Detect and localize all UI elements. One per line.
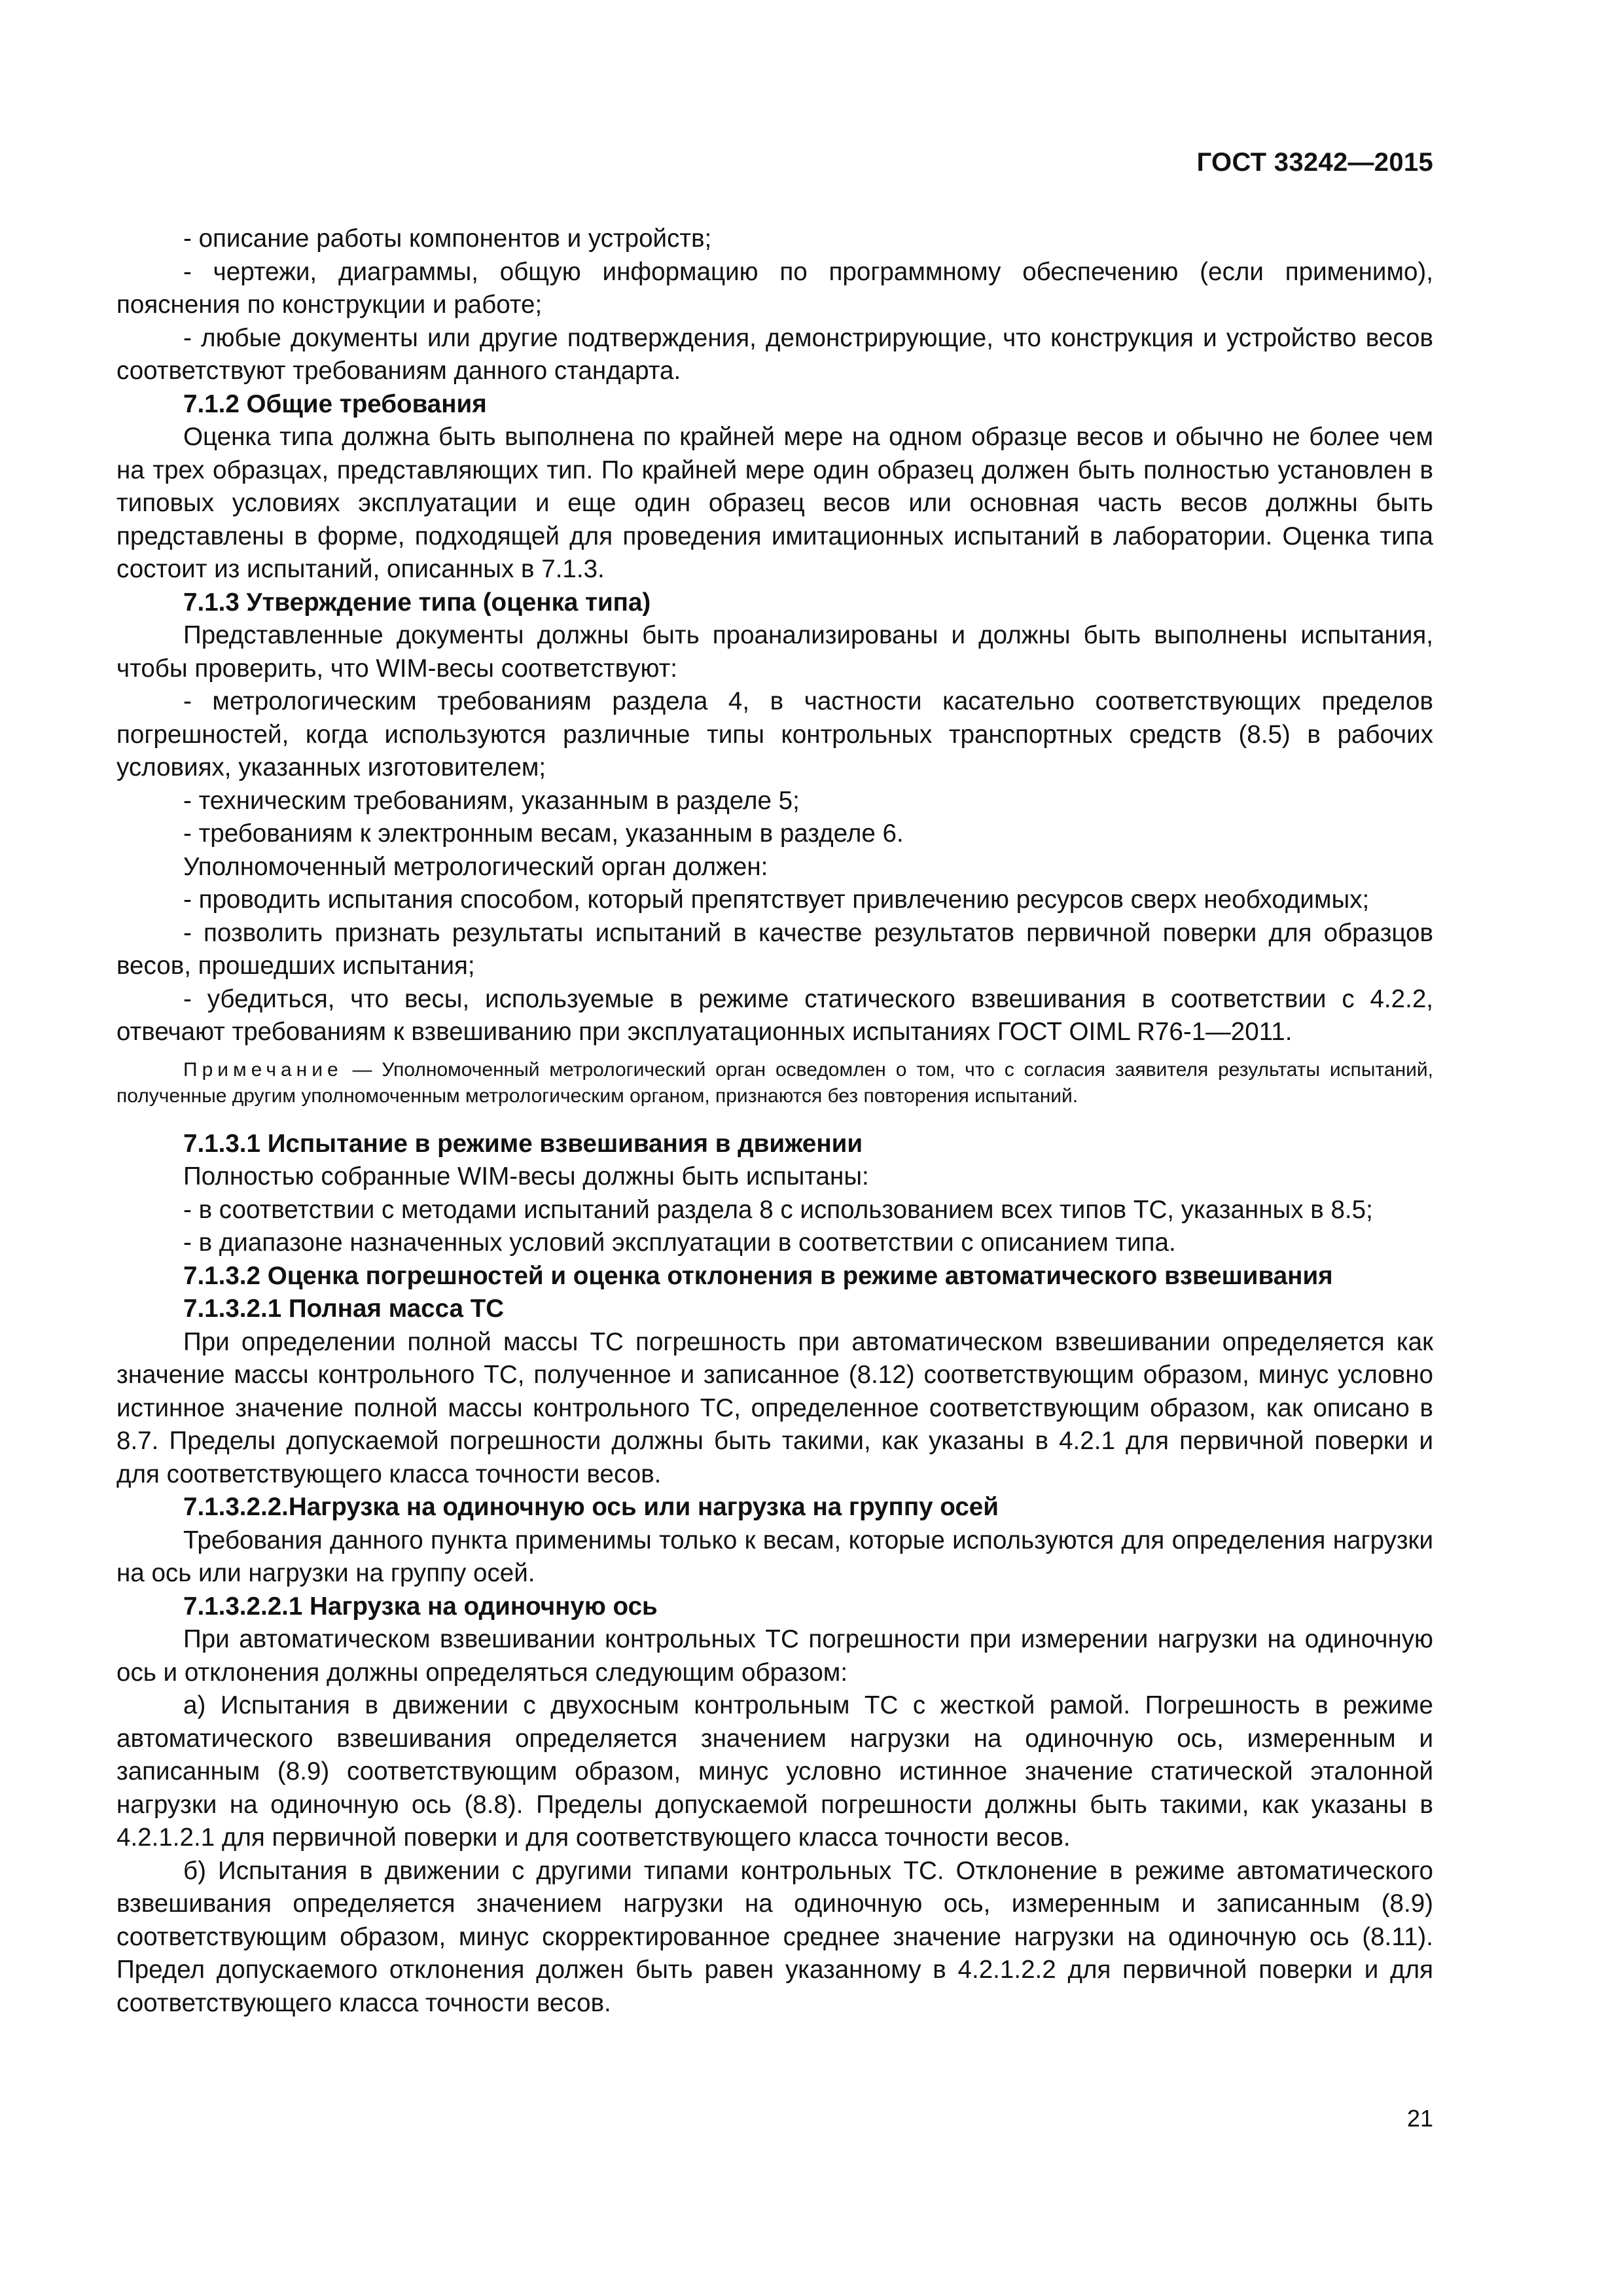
paragraph: Оценка типа должна быть выполнена по крайней мере на одном образце весов и обычно не более чем на трех образцах, представляющих тип. По крайней мере один образец должен быть полностью установлен в типовых условиях эксплуатации и еще один образец весов или основная часть весов должны быть представлены в форме, подходящей для проведения имитационных испытаний в лаборатории. Оценка типа состоит из испытаний, описанных в 7.1.3.	[116, 423, 1433, 583]
paragraph: а) Испытания в движении с двухосным контрольным ТС с жесткой рамой. Погрешность в режиме автоматического взвешивания определяется значением нагрузки на одиночную ось, измеренным и записанным (8.9) соответствующим образом, минус условно истинное значение статической эталонной нагрузки на одиночную ось (8.8). Пределы допускаемой погрешности должны быть такими, как указаны в 4.2.1.2.1 для первичной поверки и для соответствующего класса точности весов.	[116, 1691, 1433, 1852]
list-item: - в соответствии с методами испытаний раздела 8 с использованием всех типов ТС, указанных в 8.5;	[183, 1195, 1373, 1224]
note-text: Уполномоченный метрологический орган осведомлен о том, что с согласия заявителя результаты испытаний, полученные другим уполномоченным метрологическим органом, признаются без повторения испытаний.	[116, 1058, 1433, 1107]
list-item: - метрологическим требованиям раздела 4, в частности касательно соответствующих пределов погрешностей, когда используются различные типы контрольных транспортных средств (8.5) в рабочих условиях, указанных изготовителем;	[116, 687, 1433, 781]
page-number: 21	[1406, 2105, 1433, 2132]
section-heading-7-1-3-1: 7.1.3.1 Испытание в режиме взвешивания в движении	[183, 1129, 863, 1158]
section-heading-7-1-3-2-1: 7.1.3.2.1 Полная масса ТС	[183, 1295, 505, 1323]
paragraph: Представленные документы должны быть проанализированы и должны быть выполнены испытания, чтобы проверить, что WIM-весы соответствуют:	[116, 621, 1433, 683]
list-item: - чертежи, диаграммы, общую информацию по программному обеспечению (если применимо), пояснения по конструкции и работе;	[116, 257, 1433, 319]
section-heading-7-1-3: 7.1.3 Утверждение типа (оценка типа)	[183, 588, 651, 617]
list-item: - убедиться, что весы, используемые в режиме статического взвешивания в соответствии с 4.2.2, отвечают требованиям к взвешиванию при эксплуатационных испытаниях ГОСТ OIML R76-1—2011.	[116, 984, 1433, 1046]
list-item: - техническим требованиям, указанным в разделе 5;	[183, 786, 800, 815]
paragraph: б) Испытания в движении с другими типами контрольных ТС. Отклонение в режиме автоматического взвешивания определяется значением нагрузки на одиночную ось, измеренным и записанным (8.9) соответствующим образом, минус скорректированное среднее значение нагрузки на одиночную ось (8.11). Предел допускаемого отклонения должен быть равен указанному в 4.2.1.2.2 для первичной поверки и для соответствующего класса точности весов.	[116, 1856, 1433, 2017]
paragraph: Уполномоченный метрологический орган должен:	[183, 852, 768, 881]
list-item: - позволить признать результаты испытаний в качестве результатов первичной поверки для образцов весов, прошедших испытания;	[116, 918, 1433, 980]
section-heading-7-1-3-2: 7.1.3.2 Оценка погрешностей и оценка отклонения в режиме автоматического взвешивания	[183, 1261, 1333, 1290]
section-heading-7-1-3-2-2: 7.1.3.2.2.Нагрузка на одиночную ось или нагрузка на группу осей	[183, 1493, 999, 1521]
note	[116, 1057, 1433, 1109]
list-item: - любые документы или другие подтверждения, демонстрирующие, что конструкция и устройство весов соответствуют требованиям данного стандарта.	[116, 323, 1433, 385]
paragraph: Требования данного пункта применимы только к весам, которые используются для определения нагрузки на ось или нагрузки на группу осей.	[116, 1526, 1433, 1587]
list-item: - описание работы компонентов и устройств;	[183, 224, 712, 253]
paragraph: Полностью собранные WIM-весы должны быть испытаны:	[183, 1162, 869, 1191]
note-dash: —	[342, 1058, 382, 1081]
document-id: ГОСТ 33242—2015	[1196, 148, 1433, 177]
list-item: - в диапазоне назначенных условий эксплуатации в соответствии с описанием типа.	[183, 1229, 1176, 1257]
note-label: Примечание	[183, 1058, 343, 1081]
section-heading-7-1-3-2-2-1: 7.1.3.2.2.1 Нагрузка на одиночную ось	[183, 1592, 658, 1621]
list-item: - требованиям к электронным весам, указанным в разделе 6.	[183, 819, 904, 848]
document-page	[116, 0, 1433, 2296]
paragraph: При автоматическом взвешивании контрольных ТС погрешности при измерении нагрузки на одиночную ось и отклонения должны определяться следующим образом:	[116, 1625, 1433, 1687]
paragraph: При определении полной массы ТС погрешность при автоматическом взвешивании определяется как значение массы контрольного ТС, полученное и записанное (8.12) соответствующим образом, минус условно истинное значение полной массы контрольного ТС, определенное соответствующим образом, как описано в 8.7. Пределы допускаемой погрешности должны быть такими, как указаны в 4.2.1 для первичной поверки и для соответствующего класса точности весов.	[116, 1327, 1433, 1488]
document-body	[116, 223, 1433, 2020]
list-item: - проводить испытания способом, который препятствует привлечению ресурсов сверх необходимых;	[183, 886, 1370, 914]
section-heading-7-1-2: 7.1.2 Общие требования	[183, 389, 487, 418]
